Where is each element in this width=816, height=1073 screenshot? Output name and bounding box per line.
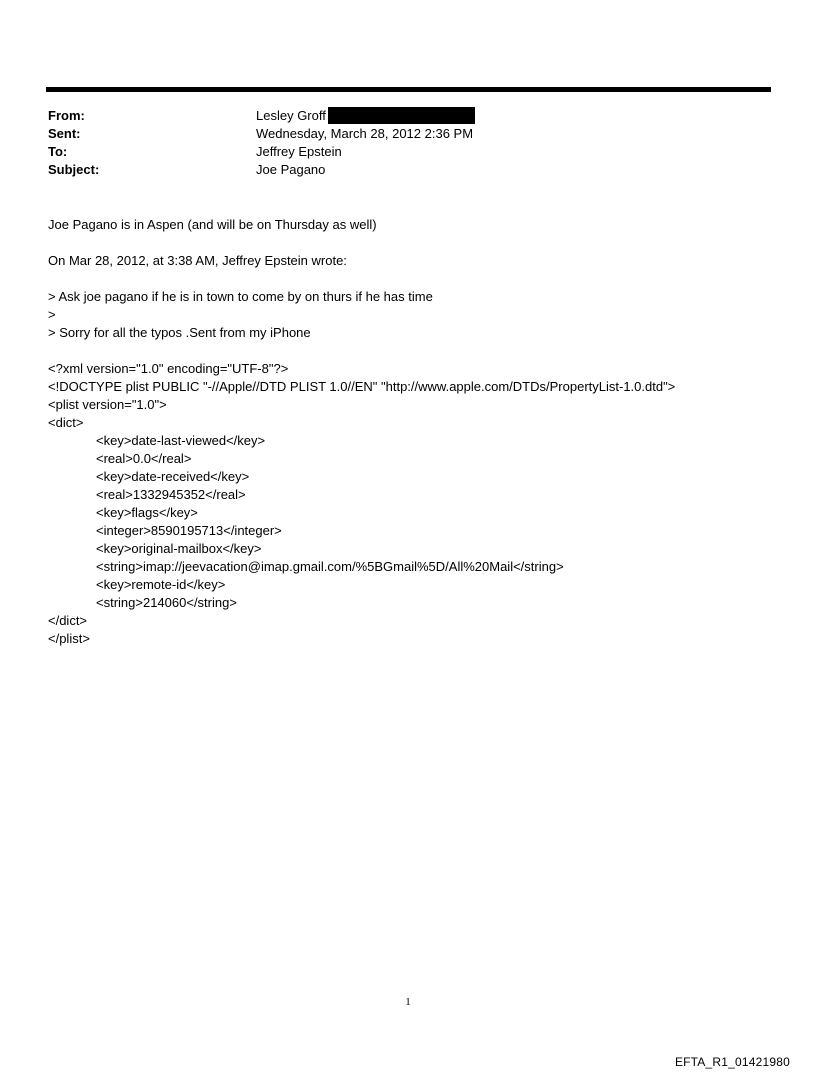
- plist-entry: <integer>8590195713</integer>: [96, 523, 282, 538]
- plist-xml-declaration: <?xml version="1.0" encoding="UTF-8"?>: [48, 361, 289, 376]
- plist-entry: <key>original-mailbox</key>: [96, 541, 262, 556]
- plist-entry: <key>date-received</key>: [96, 469, 250, 484]
- email-body: [48, 216, 778, 648]
- plist-entry: <key>flags</key>: [96, 505, 198, 520]
- from-name: Lesley Groff: [256, 108, 326, 123]
- subject-label: Subject:: [48, 162, 100, 177]
- from-value: [256, 107, 475, 125]
- plist-entry: <string>imap://jeevacation@imap.gmail.com/%5BGmail%5D/All%20Mail</string>: [96, 559, 564, 574]
- page-number: 1: [405, 996, 411, 1008]
- reply-text: Joe Pagano is in Aspen (and will be on Thursday as well): [48, 217, 377, 232]
- from-row: [48, 107, 475, 125]
- plist-doctype: <!DOCTYPE plist PUBLIC "-//Apple//DTD PLIST 1.0//EN" "http://www.apple.com/DTDs/PropertyList-1.0.dtd">: [48, 379, 676, 394]
- sent-label: Sent:: [48, 126, 81, 141]
- sent-row: [48, 125, 475, 143]
- quote-line: > Ask joe pagano if he is in town to come by on thurs if he has time: [48, 289, 433, 304]
- plist-open-tag: <plist version="1.0">: [48, 397, 167, 412]
- from-label: From:: [48, 108, 85, 123]
- subject-row: [48, 161, 475, 179]
- quote-line: > Sorry for all the typos .Sent from my iPhone: [48, 325, 311, 340]
- quote-intro: On Mar 28, 2012, at 3:38 AM, Jeffrey Epstein wrote:: [48, 253, 347, 268]
- quote-line: >: [48, 307, 56, 322]
- plist-entry: <key>remote-id</key>: [96, 577, 226, 592]
- to-label: To:: [48, 144, 68, 159]
- plist-close-tag: </plist>: [48, 631, 90, 646]
- sent-value: Wednesday, March 28, 2012 2:36 PM: [256, 126, 474, 141]
- subject-value: Joe Pagano: [256, 162, 326, 177]
- email-header: [48, 107, 475, 179]
- plist-entry: <real>1332945352</real>: [96, 487, 246, 502]
- to-value: Jeffrey Epstein: [256, 144, 342, 159]
- document-id: EFTA_R1_01421980: [674, 1055, 790, 1069]
- to-row: [48, 143, 475, 161]
- redaction-bar: [328, 107, 475, 124]
- header-rule: [46, 87, 771, 92]
- dict-open-tag: <dict>: [48, 415, 84, 430]
- plist-entry: <real>0.0</real>: [96, 451, 192, 466]
- plist-entry: <string>214060</string>: [96, 595, 237, 610]
- plist-entry: <key>date-last-viewed</key>: [96, 433, 266, 448]
- dict-close-tag: </dict>: [48, 613, 88, 628]
